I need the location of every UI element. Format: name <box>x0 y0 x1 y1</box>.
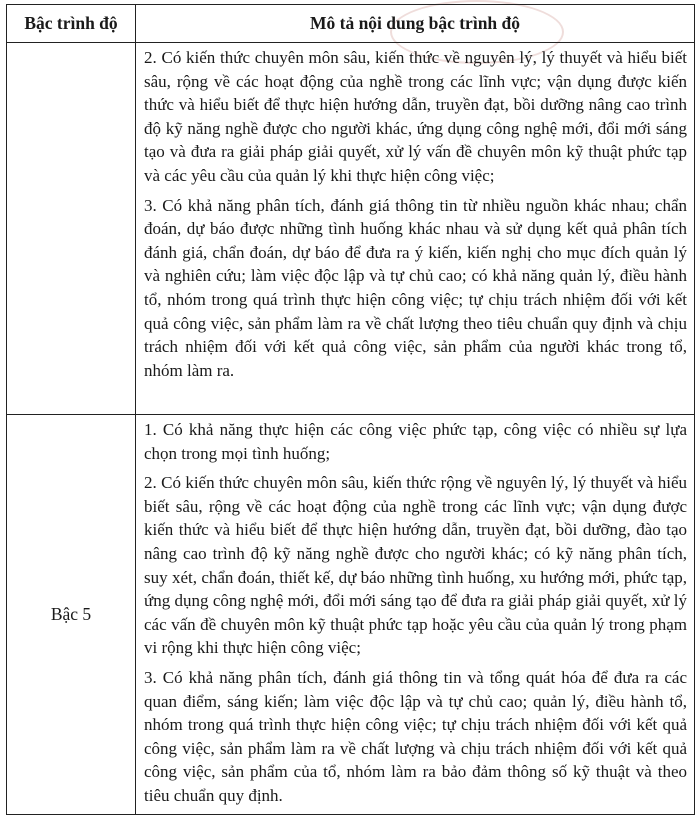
table-header-row <box>7 5 695 43</box>
header-description: Mô tả nội dung bậc trình độ <box>136 5 695 43</box>
description-paragraph: 2. Có kiến thức chuyên môn sâu, kiến thức rộng về nguyên lý, lý thuyết và hiểu biết sâu, rộng về các hoạt động của nghề trong các lĩnh vực; vận dụng được kiến thức và hiểu biết để thực hiện hướng dẫn, truyền đạt, bồi dưỡng, đào tạo nâng cao trình độ kỹ năng nghề được cho người khác; có kỹ năng phân tích, suy xét, chẩn đoán, thiết kế, dự báo những tình huống, xu hướng mới, phức tạp, ứng dụng công nghệ mới, đổi mới sáng tạo để đưa ra giải pháp giải quyết, xử lý các vấn đề chuyên môn kỹ thuật phức tạp hoặc yêu cầu của quản lý trong phạm vi rộng khi thực hiện công việc; <box>144 473 687 658</box>
table-row <box>7 415 695 815</box>
level-cell: Bậc 5 <box>7 415 136 815</box>
level-cell <box>7 43 136 415</box>
header-level: Bậc trình độ <box>7 5 136 43</box>
description-paragraph: 2. Có kiến thức chuyên môn sâu, kiến thức về nguyên lý, lý thuyết và hiểu biết sâu, rộng về các hoạt động của nghề trong các lĩnh vực; vận dụng được kiến thức và hiểu biết để thực hiện hướng dẫn, truyền đạt, bồi dưỡng nâng cao trình độ kỹ năng nghề được cho người khác, ứng dụng công nghệ mới, đổi mới sáng tạo và đưa ra giải pháp giải quyết, xử lý vấn đề chuyên môn kỹ thuật phức tạp và các yêu cầu của quản lý khi thực hiện công việc; <box>144 48 687 185</box>
description-paragraph: 3. Có khả năng phân tích, đánh giá thông tin từ nhiều nguồn khác nhau; chẩn đoán, dự báo được những tình huống khác nhau và sử dụng kết quả phân tích đánh giá, chẩn đoán, dự báo để đưa ra ý kiến, kiến nghị cho mục đích quản lý và nghiên cứu; làm việc độc lập và tự chủ cao; có khả năng quản lý, điều hành tổ, nhóm trong quá trình thực hiện công việc; tự chịu trách nhiệm đối với kết quả công việc, sản phẩm làm ra về chất lượng theo tiêu chuẩn quy định và chịu trách nhiệm đối với kết quả công việc, sản phẩm của người khác trong tổ, nhóm làm ra. <box>144 195 687 380</box>
skill-level-table <box>6 4 695 815</box>
table-row <box>7 43 695 415</box>
description-paragraph: 3. Có khả năng phân tích, đánh giá thông tin và tổng quát hóa để đưa ra các quan điểm, sáng kiến; làm việc độc lập và tự chủ cao; quản lý, điều hành tổ, nhóm trong quá trình thực hiện công việc; tự chịu trách nhiệm đối với kết quả công việc, sản phẩm làm ra về chất lượng và chịu trách nhiệm đối với kết quả công việc, sản phẩm của tổ, nhóm làm ra bảo đảm thông số kỹ thuật và theo tiêu chuẩn quy định. <box>144 667 687 805</box>
description-cell <box>136 415 695 815</box>
description-cell <box>136 43 695 415</box>
description-paragraph: 1. Có khả năng thực hiện các công việc phức tạp, công việc có nhiều sự lựa chọn trong mọi tình huống; <box>144 420 687 463</box>
